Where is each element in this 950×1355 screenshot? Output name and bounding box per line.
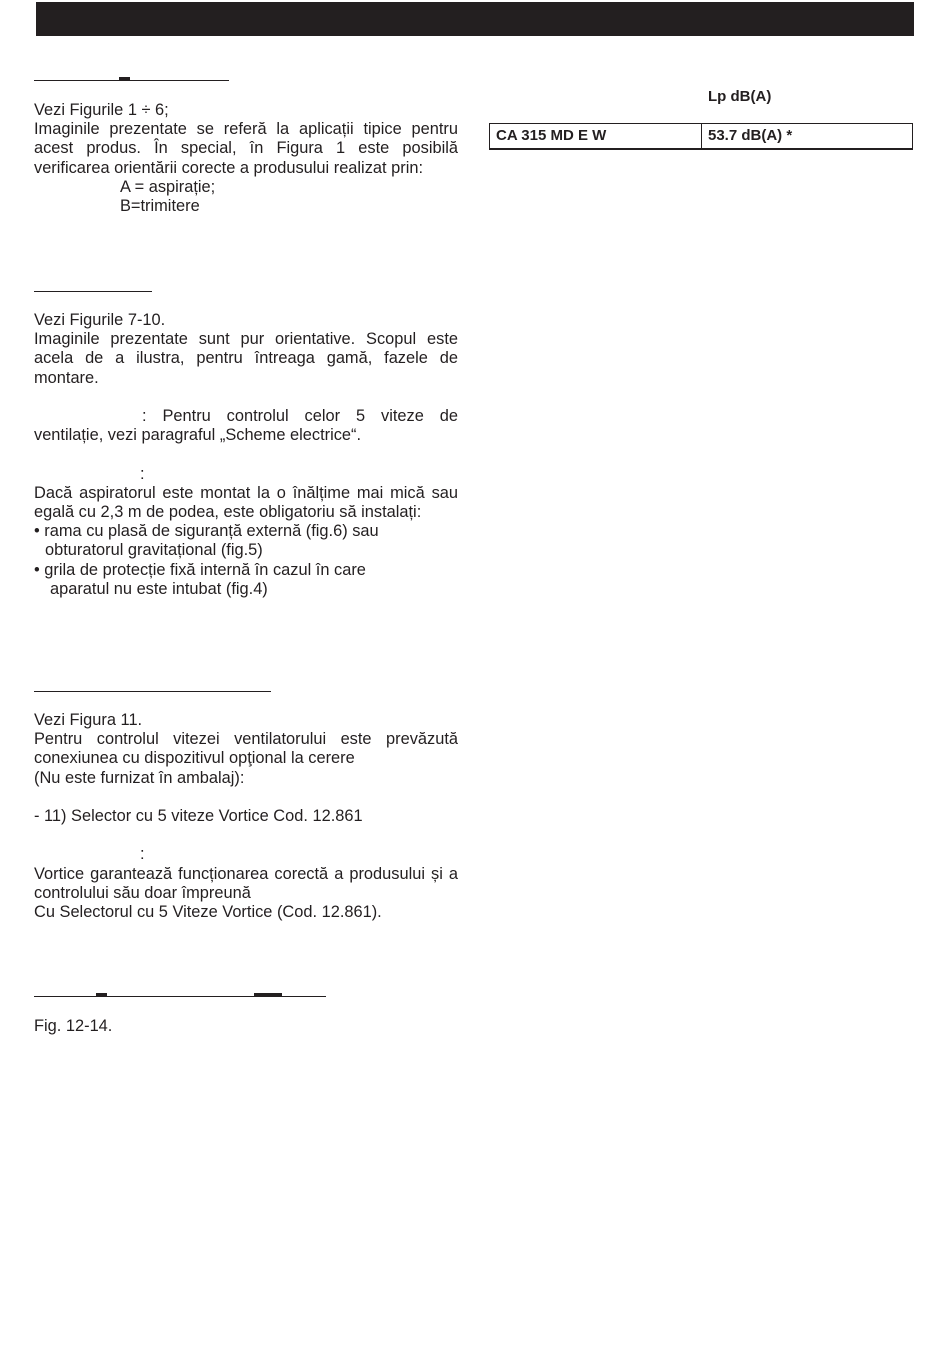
section3-item: - 11) Selector cu 5 viteze Vortice Cod. 12.861	[34, 807, 363, 825]
section1-line1: Vezi Figurile 1 ÷ 6;	[34, 101, 169, 119]
section3-body2: (Nu este furnizat în ambalaj):	[34, 768, 245, 787]
noise-table-header: Lp dB(A)	[708, 88, 772, 105]
section3-heading-rule	[34, 691, 271, 692]
bullet-2: • grila de protecție fixă internă în cazul în care	[34, 560, 366, 579]
section3-intro: Vezi Figura 11.	[34, 711, 143, 729]
bullet-1-cont: obturatorul gravitațional (fig.5)	[45, 541, 263, 560]
option-a: A = aspirație;	[120, 177, 216, 196]
section4-heading-mark-1	[96, 993, 107, 996]
section2-intro: Vezi Figurile 7-10.	[34, 311, 166, 329]
section3-note-body: Vortice garantează funcționarea corectă a produsului și a controlului său doar împreună	[34, 864, 458, 902]
section4	[34, 1017, 458, 1036]
section2-heading-rule	[34, 291, 152, 292]
bullet-2-cont: aparatul nu este intubat (fig.4)	[50, 579, 268, 598]
section2-note-text: : Pentru controlul celor 5 viteze de ventilație, vezi paragraful „Scheme electrice“.	[34, 407, 458, 445]
section3-body: Pentru controlul vitezei ventilatorului este prevăzută conexiunea cu dispozitivul opţional la cerere	[34, 730, 458, 768]
section2-note	[34, 407, 458, 445]
section1-heading-mark	[119, 77, 130, 80]
section3-note-body2: Cu Selectorul cu 5 Viteze Vortice (Cod. 12.861).	[34, 903, 382, 921]
section1-heading-rule	[34, 80, 229, 81]
table-row	[490, 124, 913, 150]
section1	[34, 101, 458, 216]
header-bar	[36, 2, 914, 36]
section4-heading-mark-2	[254, 993, 282, 996]
section1-body: Imaginile prezentate se referă la aplicații tipice pentru acest produs. În special, în Figura 1 este posibilă verificarea orientării corecte a produsului realizat prin:	[34, 120, 458, 177]
section4-text: Fig. 12-14.	[34, 1017, 113, 1035]
section3	[34, 711, 458, 922]
section4-heading-rule	[34, 996, 326, 997]
noise-table	[489, 123, 913, 150]
section2	[34, 311, 458, 599]
section2-body: Imaginile prezentate sunt pur orientative. Scopul este acela de a ilustra, pentru întreaga gamă, fazele de montare.	[34, 330, 458, 387]
bullet-1: • rama cu plasă de siguranță externă (fig.6) sau	[34, 522, 379, 541]
section2-warning-body: Dacă aspiratorul este montat la o înălțime mai mică sau egală cu 2,3 m de podea, este obligatoriu să instalați:	[34, 483, 458, 521]
section3-note-colon: :	[140, 845, 145, 864]
model-cell: CA 315 MD E W	[490, 124, 702, 150]
value-cell: 53.7 dB(A) *	[702, 124, 913, 150]
option-b: B=trimitere	[120, 197, 200, 216]
section2-warning-colon: :	[140, 464, 145, 483]
